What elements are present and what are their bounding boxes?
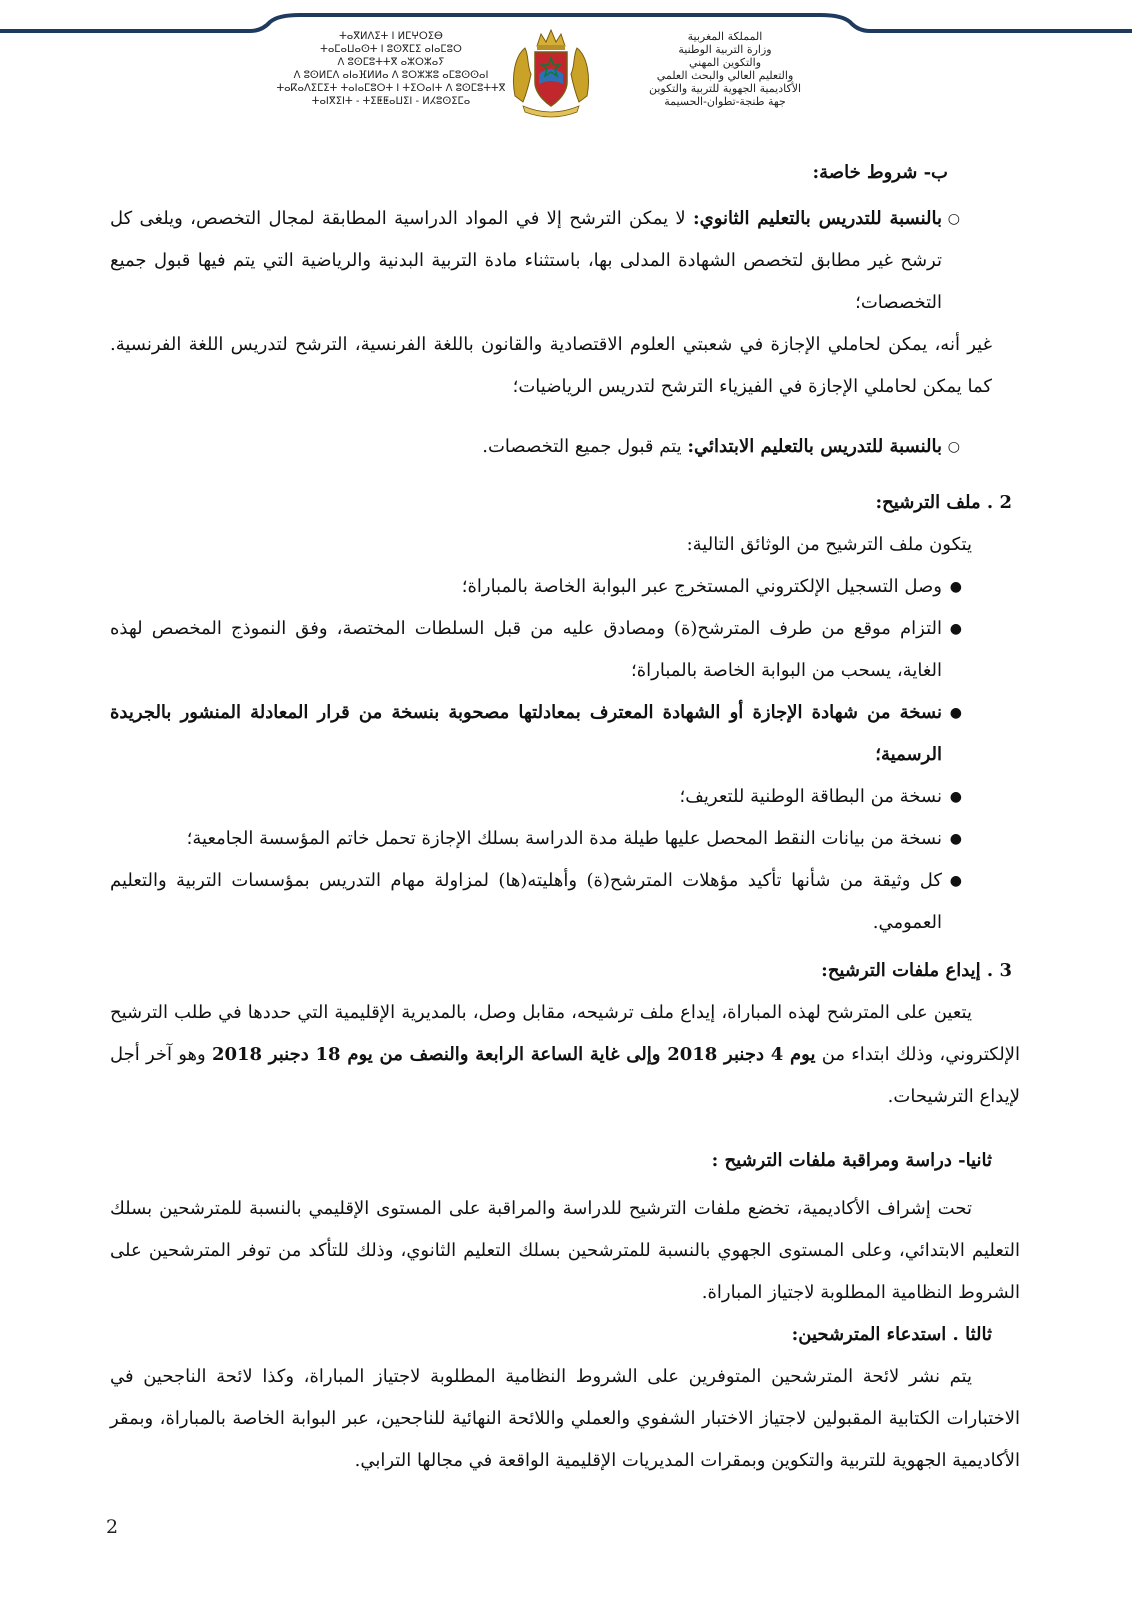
- bullet-icon: ●: [949, 789, 962, 805]
- review-title: ثانيا- دراسة ومراقبة ملفات الترشيح :: [711, 1150, 992, 1171]
- list-item: ● التزام موقع من طرف المترشح(ة) ومصادق عليه من قبل السلطات المختصة، وفق النموذج المخصص لهذه الغاية، يسحب من البوابة الخاصة بالمباراة؛: [110, 608, 1020, 692]
- secondary-condition-text: لا يمكن الترشح إلا في المواد الدراسية المطابقة لمجال التخصص، ويلغى كل ترشح غير مطابق لتخصص الشهادة المدلى بها، باستثناء مادة التربية البدنية والرياضية التي يتم فيها قبول جميع التخصصات؛: [110, 208, 942, 313]
- application-file-intro: يتكون ملف الترشيح من الوثائق التالية:: [686, 534, 972, 555]
- bullet-icon: ●: [949, 579, 962, 595]
- review-paragraph: تحت إشراف الأكاديمية، تخضع ملفات الترشيح للدراسة والمراقبة على المستوى الإقليمي بالنسبة للمترشحين بسلك التعليم الابتدائي، وعلى المستوى الجهوي بالنسبة للمترشحين بسلك التعليم الثانوي، وذلك للتأكد من توفر المترشحين على الشروط النظامية المطلوبة لاجتياز المباراة.: [110, 1198, 1020, 1303]
- application-file-title: 2 . ملف الترشيح:: [875, 492, 1012, 513]
- list-item: ● نسخة من شهادة الإجازة أو الشهادة المعترف بمعادلتها مصحوبة بنسخة من قرار المعادلة المنشور بالجريدة الرسمية؛: [110, 692, 1020, 776]
- list-item: ● نسخة من البطاقة الوطنية للتعريف؛: [110, 776, 1020, 818]
- secondary-condition-item: [110, 198, 1020, 324]
- letterhead: [0, 0, 1132, 130]
- list-item: ● وصل التسجيل الإلكتروني المستخرج عبر البوابة الخاصة بالمباراة؛: [110, 566, 1020, 608]
- file-submission-title: 3 . إيداع ملفات الترشيح:: [821, 960, 1012, 981]
- bullet-icon: ●: [949, 873, 962, 889]
- circle-bullet-icon: ○: [947, 211, 960, 227]
- list-item: ● نسخة من بيانات النقط المحصل عليها طيلة مدة الدراسة بسلك الإجازة تحمل خاتم المؤسسة الجامعية؛: [110, 818, 1020, 860]
- primary-condition-text: يتم قبول جميع التخصصات.: [482, 436, 688, 457]
- special-conditions-title: ب- شروط خاصة:: [812, 162, 948, 183]
- royal-emblem-icon: [509, 26, 593, 118]
- document-body: [110, 152, 1020, 1482]
- bullet-icon: ●: [949, 621, 962, 637]
- primary-condition-label: بالنسبة للتدريس بالتعليم الابتدائي:: [687, 436, 942, 457]
- summons-paragraph: يتم نشر لائحة المترشحين المتوفرين على الشروط النظامية المطلوبة لاجتياز المباراة، وكذا لائحة الناجحين في الاختبارات الكتابية المقبولين لاجتياز الاختبار الشفوي والعملي واللائحة النهائية للناجحين، عبر البوابة الخاصة بالمباراة، وبمقر الأكاديمية الجهوية للتربية والتكوين وبمقرات المديريات الإقليمية الواقعة في مجالها الترابي.: [110, 1366, 1020, 1471]
- tifinagh-header: ⵜⴰⴳⵍⴷⵉⵜ ⵏ ⵍⵎⵖⵔⵉⴱ ⵜⴰⵎⴰⵡⴰⵙⵜ ⵏ ⵓⵙⴳⵎⵉ ⴰⵏⴰⵎⵓⵔ ⴷ ⵓⵙⵎⵓⵜⵜⴳ ⴰⵣⵔⵣⴰⵢ ⴷ ⵓⵙⵍⵎⴷ ⴰⵏⴰⴼⵍⵍⴰ ⴷ ⵓⵔⵣⵣⵓ ⴰⵎⵓⵙⵙⴰⵏ ⵜⴰⴽⴰⴷⵉⵎⵉⵜ ⵜⴰⵏⴰⵎⵓⵔⵜ ⵏ ⵜⵉⵔⴰⵏⵜ ⴷ ⵓⵙⵎⵓⵜⵜⴳ ⵜⴰⵏⴳⵉⵏⵜ - ⵜⵉⵟⵟⴰⵡⵉⵏ - ⵍⵃⵓⵙⵉⵎⴰ: [276, 31, 506, 107]
- list-item: ● كل وثيقة من شأنها تأكيد مؤهلات المترشح(ة) وأهليته(ها) لمزاولة مهام التدريس بمؤسسات التربية والتعليم العمومي.: [110, 860, 1020, 944]
- page-number: 2: [106, 1516, 119, 1538]
- bullet-icon: ●: [949, 705, 962, 721]
- circle-bullet-icon: ○: [947, 439, 960, 455]
- summons-title: ثالثا . استدعاء المترشحين:: [791, 1324, 992, 1345]
- secondary-condition-label: بالنسبة للتدريس بالتعليم الثانوي:: [693, 208, 942, 229]
- arabic-header: المملكة المغربية وزارة التربية الوطنية والتكوين المهني والتعليم العالي والبحث العلمي الأكاديمية الجهوية للتربية والتكوين جهة طنجة-تطوان-الحسيمة: [648, 30, 802, 108]
- bullet-icon: ●: [949, 831, 962, 847]
- exception-paragraph: غير أنه، يمكن لحاملي الإجازة في شعبتي العلوم الاقتصادية والقانون باللغة الفرنسية، الترشح لتدريس اللغة الفرنسية. كما يمكن لحاملي الإجازة في الفيزياء الترشح لتدريس الرياضيات؛: [110, 334, 992, 397]
- file-submission-paragraph: يتعين على المترشح لهذه المباراة، إيداع ملف ترشيحه، مقابل وصل، بالمديرية الإقليمية التي حددها في طلب الترشيح الإلكتروني، وذلك ابتداء من يوم 4 دجنبر 2018 وإلى غاية الساعة الرابعة والنصف من يوم 18 دجنبر 2018 وهو آخر أجل لإيداع الترشيحات.: [110, 1002, 1020, 1107]
- primary-condition-item: [110, 426, 1020, 468]
- submission-deadline: يوم 4 دجنبر 2018 وإلى غاية الساعة الرابعة والنصف من يوم 18 دجنبر 2018: [211, 1044, 816, 1065]
